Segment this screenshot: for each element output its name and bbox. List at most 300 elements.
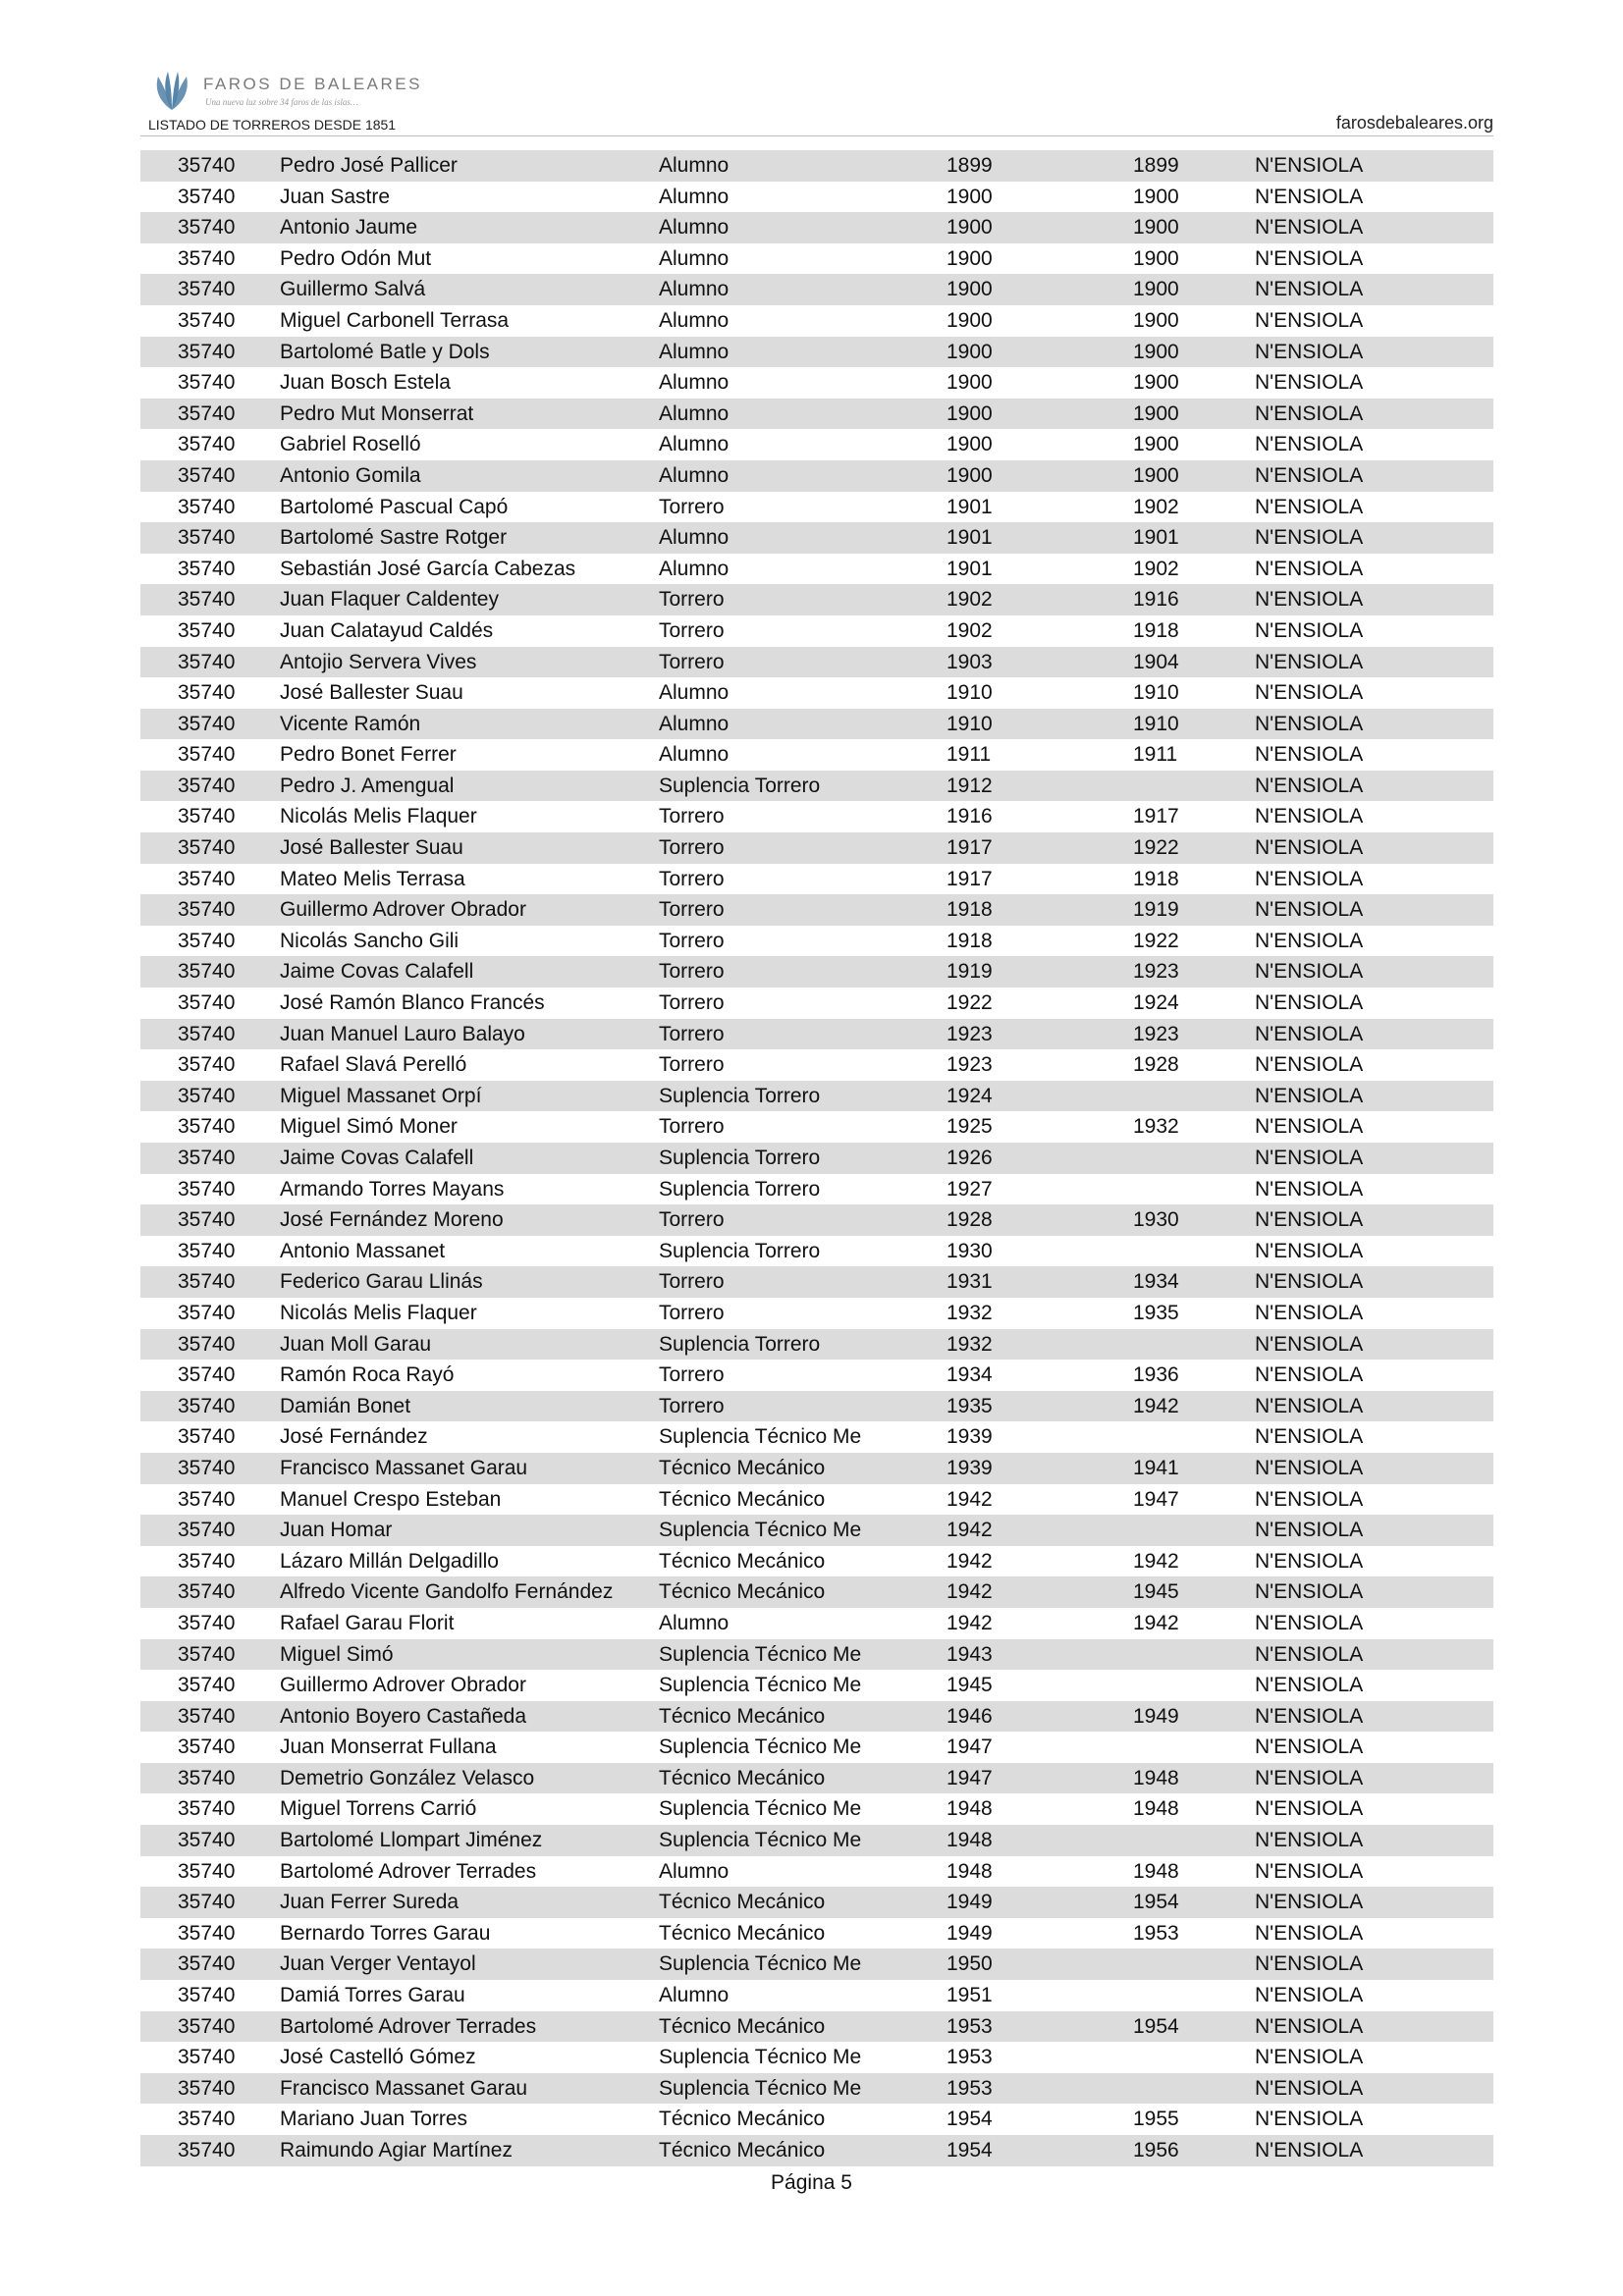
row-role: Alumno [659,246,730,270]
row-end-year: 1917 [1133,805,1179,828]
row-start-year: 1900 [947,401,993,425]
row-start-year: 1899 [947,154,993,177]
row-role: Alumno [659,1984,730,2007]
row-lighthouse: N'ENSIOLA [1255,1084,1364,1107]
table-row [140,988,1493,1019]
row-role: Alumno [659,278,730,301]
row-lighthouse: N'ENSIOLA [1255,1519,1364,1542]
row-end-year: 1923 [1133,1022,1179,1045]
table-row [140,1019,1493,1050]
row-code: 35740 [178,836,236,860]
row-role: Técnico Mecánico [659,2108,826,2131]
row-lighthouse: N'ENSIOLA [1255,495,1364,518]
row-end-year: 1910 [1133,712,1179,735]
table-row [140,1670,1493,1701]
row-code: 35740 [178,401,236,425]
table-row [140,337,1493,368]
row-start-year: 1939 [947,1456,993,1479]
row-start-year: 1900 [947,278,993,301]
table-row [140,1701,1493,1733]
row-code: 35740 [178,2076,236,2100]
row-start-year: 1945 [947,1674,993,1697]
table-row [140,615,1493,647]
table-row [140,1576,1493,1608]
row-code: 35740 [178,1674,236,1697]
row-lighthouse: N'ENSIOLA [1255,2014,1364,2038]
row-role: Alumno [659,463,730,487]
row-end-year: 1918 [1133,618,1179,642]
row-code: 35740 [178,2014,236,2038]
row-start-year: 1910 [947,712,993,735]
row-start-year: 1923 [947,1053,993,1077]
row-end-year: 1954 [1133,1891,1179,1914]
row-end-year: 1932 [1133,1115,1179,1139]
row-name: Antonio Gomila [280,463,421,487]
row-start-year: 1900 [947,216,993,240]
row-role: Alumno [659,371,730,395]
row-lighthouse: N'ENSIOLA [1255,1270,1364,1294]
row-code: 35740 [178,371,236,395]
row-end-year: 1900 [1133,340,1179,363]
row-role: Suplencia Torrero [659,1084,821,1107]
row-lighthouse: N'ENSIOLA [1255,1363,1364,1387]
row-code: 35740 [178,1456,236,1479]
row-name: Pedro J. Amengual [280,774,455,797]
row-end-year: 1945 [1133,1580,1179,1604]
table-row [140,1204,1493,1236]
row-lighthouse: N'ENSIOLA [1255,1239,1364,1262]
row-lighthouse: N'ENSIOLA [1255,1674,1364,1697]
row-lighthouse: N'ENSIOLA [1255,867,1364,890]
row-role: Técnico Mecánico [659,1921,826,1945]
row-end-year: 1900 [1133,433,1179,456]
row-lighthouse: N'ENSIOLA [1255,898,1364,922]
row-start-year: 1919 [947,960,993,984]
row-name: Bernardo Torres Garau [280,1921,491,1945]
row-end-year: 1899 [1133,154,1179,177]
row-code: 35740 [178,1984,236,2007]
table-row [140,1360,1493,1391]
row-role: Suplencia Técnico Me [659,2046,862,2069]
row-code: 35740 [178,1549,236,1573]
row-lighthouse: N'ENSIOLA [1255,1115,1364,1139]
site-url: farosdebaleares.org [1335,113,1493,133]
header-divider [140,135,1493,136]
row-start-year: 1923 [947,1022,993,1045]
row-name: Mateo Melis Terrasa [280,867,465,890]
row-role: Alumno [659,681,730,705]
row-lighthouse: N'ENSIOLA [1255,2139,1364,2162]
row-name: Bartolomé Llompart Jiménez [280,1829,543,1852]
row-start-year: 1902 [947,618,993,642]
table-row [140,584,1493,615]
row-role: Suplencia Técnico Me [659,1642,862,1666]
table-row [140,1887,1493,1918]
document-title: LISTADO DE TORREROS DESDE 1851 [148,117,397,133]
table-row [140,1143,1493,1174]
row-start-year: 1930 [947,1239,993,1262]
row-role: Técnico Mecánico [659,1704,826,1728]
table-row [140,1391,1493,1422]
row-start-year: 1953 [947,2076,993,2100]
row-code: 35740 [178,1053,236,1077]
row-lighthouse: N'ENSIOLA [1255,1642,1364,1666]
row-start-year: 1953 [947,2046,993,2069]
row-start-year: 1946 [947,1704,993,1728]
row-code: 35740 [178,681,236,705]
row-lighthouse: N'ENSIOLA [1255,1332,1364,1356]
row-name: Francisco Massanet Garau [280,1456,528,1479]
row-lighthouse: N'ENSIOLA [1255,991,1364,1015]
table-row [140,771,1493,802]
row-lighthouse: N'ENSIOLA [1255,1208,1364,1232]
row-code: 35740 [178,743,236,767]
row-code: 35740 [178,867,236,890]
row-end-year: 1949 [1133,1704,1179,1728]
row-name: Jaime Covas Calafell [280,1147,474,1169]
row-role: Suplencia Técnico Me [659,1519,862,1542]
row-code: 35740 [178,557,236,580]
row-start-year: 1942 [947,1611,993,1634]
row-role: Técnico Mecánico [659,1456,826,1479]
row-name: Vicente Ramón [280,712,421,735]
row-start-year: 1943 [947,1642,993,1666]
row-code: 35740 [178,712,236,735]
row-role: Torrero [659,1115,725,1139]
table-row [140,554,1493,585]
table-row [140,1825,1493,1856]
row-code: 35740 [178,1704,236,1728]
row-code: 35740 [178,340,236,363]
row-code: 35740 [178,433,236,456]
row-name: Guillermo Adrover Obrador [280,1674,526,1697]
row-start-year: 1900 [947,246,993,270]
lighthouse-beam-logo-icon [150,69,193,112]
table-row [140,1081,1493,1112]
row-end-year: 1948 [1133,1766,1179,1789]
keepers-table [140,150,1493,2166]
row-code: 35740 [178,1611,236,1634]
row-start-year: 1954 [947,2139,993,2162]
row-code: 35740 [178,2108,236,2131]
row-role: Torrero [659,588,725,612]
row-role: Suplencia Torrero [659,1177,821,1201]
row-code: 35740 [178,774,236,797]
row-lighthouse: N'ENSIOLA [1255,618,1364,642]
table-row [140,1111,1493,1143]
row-start-year: 1900 [947,433,993,456]
row-lighthouse: N'ENSIOLA [1255,929,1364,952]
row-lighthouse: N'ENSIOLA [1255,774,1364,797]
row-role: Alumno [659,1859,730,1883]
row-name: Juan Bosch Estela [280,371,451,395]
row-start-year: 1901 [947,557,993,580]
row-name: Juan Calatayud Caldés [280,618,494,642]
table-row [140,150,1493,182]
row-start-year: 1903 [947,650,993,673]
row-role: Torrero [659,1270,725,1294]
table-row [140,274,1493,305]
row-role: Suplencia Técnico Me [659,2076,862,2100]
row-role: Torrero [659,960,725,984]
row-role: Alumno [659,216,730,240]
row-role: Torrero [659,1053,725,1077]
row-start-year: 1948 [947,1859,993,1883]
row-start-year: 1901 [947,495,993,518]
row-start-year: 1924 [947,1084,993,1107]
row-name: José Castelló Gómez [280,2046,476,2069]
table-row [140,243,1493,275]
row-role: Torrero [659,898,725,922]
row-end-year: 1922 [1133,929,1179,952]
row-end-year: 1904 [1133,650,1179,673]
row-end-year: 1942 [1133,1549,1179,1573]
row-name: Bartolomé Pascual Capó [280,495,509,518]
row-start-year: 1901 [947,526,993,550]
row-lighthouse: N'ENSIOLA [1255,588,1364,612]
row-code: 35740 [178,1239,236,1262]
row-name: Bartolomé Adrover Terrades [280,1859,537,1883]
row-end-year: 1924 [1133,991,1179,1015]
row-start-year: 1918 [947,929,993,952]
row-start-year: 1902 [947,588,993,612]
row-code: 35740 [178,1580,236,1604]
row-code: 35740 [178,154,236,177]
table-row [140,709,1493,740]
row-start-year: 1942 [947,1549,993,1573]
row-code: 35740 [178,929,236,952]
row-name: Juan Moll Garau [280,1332,432,1356]
row-lighthouse: N'ENSIOLA [1255,246,1364,270]
row-role: Alumno [659,340,730,363]
row-lighthouse: N'ENSIOLA [1255,960,1364,984]
row-code: 35740 [178,2046,236,2069]
row-end-year: 1928 [1133,1053,1179,1077]
row-name: Gabriel Roselló [280,433,421,456]
row-lighthouse: N'ENSIOLA [1255,1891,1364,1914]
row-name: Juan Ferrer Sureda [280,1891,460,1914]
row-code: 35740 [178,1519,236,1542]
row-end-year: 1900 [1133,185,1179,208]
row-role: Torrero [659,867,725,890]
row-role: Torrero [659,1208,725,1232]
row-role: Suplencia Torrero [659,774,821,797]
row-start-year: 1900 [947,463,993,487]
row-role: Suplencia Técnico Me [659,1952,862,1976]
row-name: Miguel Massanet Orpí [280,1084,482,1107]
table-row [140,1515,1493,1546]
table-row [140,1949,1493,1980]
row-lighthouse: N'ENSIOLA [1255,154,1364,177]
table-row [140,1732,1493,1763]
row-lighthouse: N'ENSIOLA [1255,1611,1364,1634]
row-lighthouse: N'ENSIOLA [1255,433,1364,456]
table-row [140,1236,1493,1267]
row-lighthouse: N'ENSIOLA [1255,2076,1364,2100]
table-row [140,460,1493,492]
row-end-year: 1936 [1133,1363,1179,1387]
row-lighthouse: N'ENSIOLA [1255,1301,1364,1324]
row-name: José Fernández Moreno [280,1208,504,1232]
table-row [140,2073,1493,2105]
row-role: Suplencia Torrero [659,1147,821,1169]
row-start-year: 1918 [947,898,993,922]
row-code: 35740 [178,1766,236,1789]
row-end-year: 1948 [1133,1797,1179,1821]
row-code: 35740 [178,246,236,270]
row-start-year: 1935 [947,1394,993,1417]
row-name: José Fernández [280,1425,428,1449]
row-name: Nicolás Melis Flaquer [280,805,477,828]
row-lighthouse: N'ENSIOLA [1255,836,1364,860]
row-end-year: 1942 [1133,1394,1179,1417]
row-role: Técnico Mecánico [659,2014,826,2038]
row-name: Bartolomé Adrover Terrades [280,2014,537,2038]
row-name: Pedro Mut Monserrat [280,401,474,425]
row-name: Antonio Jaume [280,216,418,240]
row-lighthouse: N'ENSIOLA [1255,743,1364,767]
row-role: Alumno [659,1611,730,1634]
brand-logo [150,69,563,112]
row-end-year: 1900 [1133,308,1179,332]
row-code: 35740 [178,1022,236,1045]
row-role: Alumno [659,185,730,208]
row-start-year: 1947 [947,1735,993,1759]
row-role: Suplencia Técnico Me [659,1829,862,1852]
table-row [140,1298,1493,1329]
table-row [140,492,1493,523]
row-end-year: 1955 [1133,2108,1179,2131]
row-role: Técnico Mecánico [659,2139,826,2162]
table-row [140,182,1493,213]
page-header [140,65,1493,135]
table-row [140,399,1493,430]
row-role: Suplencia Torrero [659,1332,821,1356]
row-role: Alumno [659,401,730,425]
row-lighthouse: N'ENSIOLA [1255,463,1364,487]
table-row [140,894,1493,926]
table-row [140,1453,1493,1484]
row-name: Antonio Massanet [280,1239,446,1262]
row-end-year: 1902 [1133,495,1179,518]
row-code: 35740 [178,1363,236,1387]
row-start-year: 1910 [947,681,993,705]
row-end-year: 1922 [1133,836,1179,860]
table-row [140,1329,1493,1361]
row-role: Alumno [659,557,730,580]
row-code: 35740 [178,1859,236,1883]
table-row [140,2011,1493,2043]
row-role: Suplencia Técnico Me [659,1425,862,1449]
row-lighthouse: N'ENSIOLA [1255,216,1364,240]
row-end-year: 1930 [1133,1208,1179,1232]
row-role: Técnico Mecánico [659,1580,826,1604]
row-lighthouse: N'ENSIOLA [1255,1022,1364,1045]
row-lighthouse: N'ENSIOLA [1255,1984,1364,2007]
row-code: 35740 [178,1797,236,1821]
brand-tagline: Una nueva luz sobre 34 faros de las islas… [205,97,358,107]
row-role: Torrero [659,1301,725,1324]
row-name: Miguel Simó [280,1642,394,1666]
row-start-year: 1900 [947,340,993,363]
row-name: Pedro Bonet Ferrer [280,743,457,767]
row-start-year: 1934 [947,1363,993,1387]
row-role: Técnico Mecánico [659,1487,826,1511]
row-role: Técnico Mecánico [659,1549,826,1573]
row-end-year: 1942 [1133,1611,1179,1634]
row-lighthouse: N'ENSIOLA [1255,1859,1364,1883]
row-name: Alfredo Vicente Gandolfo Fernández [280,1580,614,1604]
row-name: Juan Verger Ventayol [280,1952,476,1976]
row-end-year: 1900 [1133,371,1179,395]
row-end-year: 1910 [1133,681,1179,705]
table-row [140,1639,1493,1671]
row-code: 35740 [178,1425,236,1449]
row-start-year: 1954 [947,2108,993,2131]
row-name: Sebastián José García Cabezas [280,557,576,580]
table-row [140,2104,1493,2135]
row-code: 35740 [178,1177,236,1201]
row-start-year: 1925 [947,1115,993,1139]
row-name: Raimundo Agiar Martínez [280,2139,513,2162]
row-lighthouse: N'ENSIOLA [1255,1549,1364,1573]
row-name: Juan Flaquer Caldentey [280,588,499,612]
row-end-year: 1919 [1133,898,1179,922]
row-code: 35740 [178,216,236,240]
row-code: 35740 [178,185,236,208]
row-role: Suplencia Técnico Me [659,1735,862,1759]
row-end-year: 1935 [1133,1301,1179,1324]
row-code: 35740 [178,308,236,332]
row-end-year: 1918 [1133,867,1179,890]
row-name: Miguel Torrens Carrió [280,1797,477,1821]
row-code: 35740 [178,1735,236,1759]
row-start-year: 1942 [947,1580,993,1604]
row-lighthouse: N'ENSIOLA [1255,1921,1364,1945]
brand-name: FAROS DE BALEARES [203,75,422,93]
row-start-year: 1900 [947,371,993,395]
row-lighthouse: N'ENSIOLA [1255,1952,1364,1976]
row-code: 35740 [178,1208,236,1232]
row-lighthouse: N'ENSIOLA [1255,371,1364,395]
table-row [140,367,1493,399]
row-start-year: 1939 [947,1425,993,1449]
table-row [140,1049,1493,1081]
row-end-year: 1902 [1133,557,1179,580]
row-start-year: 1947 [947,1766,993,1789]
row-name: Guillermo Adrover Obrador [280,898,526,922]
row-name: Lázaro Millán Delgadillo [280,1549,499,1573]
row-name: José Ballester Suau [280,681,463,705]
row-lighthouse: N'ENSIOLA [1255,1147,1364,1169]
table-row [140,429,1493,460]
row-end-year: 1923 [1133,960,1179,984]
row-role: Torrero [659,1363,725,1387]
table-row [140,832,1493,864]
row-role: Alumno [659,743,730,767]
row-lighthouse: N'ENSIOLA [1255,1394,1364,1417]
row-name: Francisco Massanet Garau [280,2076,528,2100]
table-row [140,305,1493,337]
row-name: Ramón Roca Rayó [280,1363,455,1387]
table-row [140,801,1493,832]
page-number: Página 5 [771,2171,852,2194]
row-start-year: 1953 [947,2014,993,2038]
row-start-year: 1900 [947,185,993,208]
row-name: Jaime Covas Calafell [280,960,474,984]
row-name: Mariano Juan Torres [280,2108,468,2131]
row-role: Alumno [659,712,730,735]
